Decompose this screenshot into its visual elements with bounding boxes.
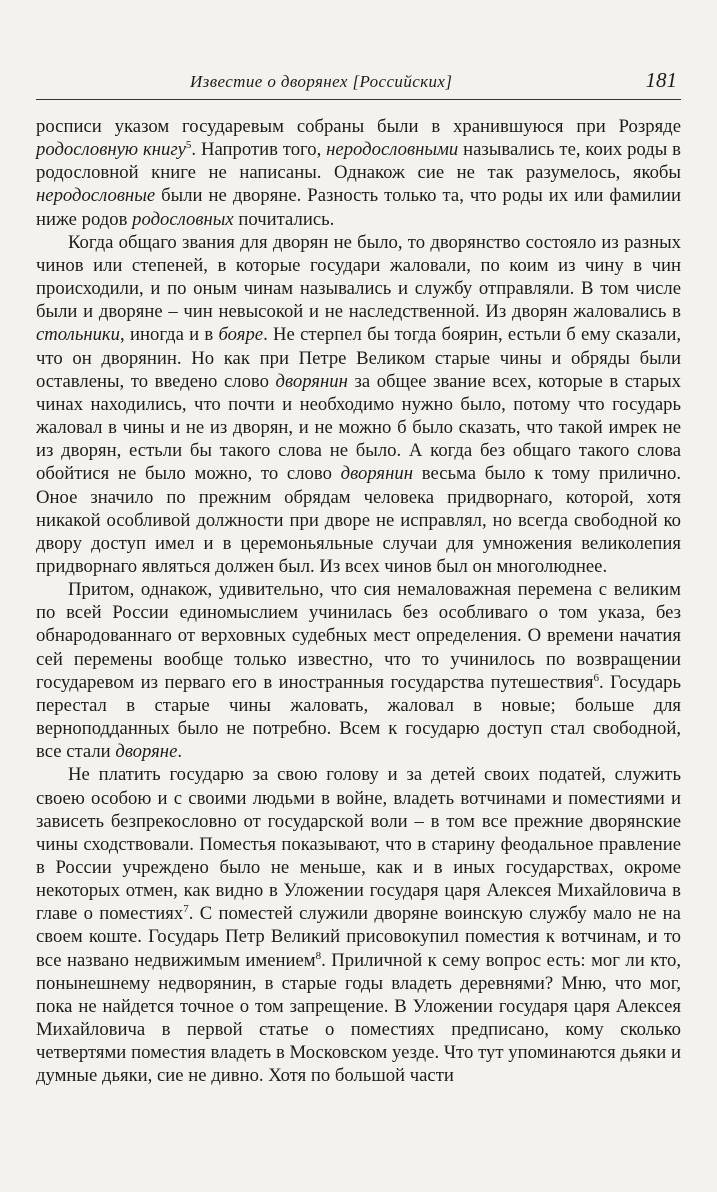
- italic-term: родословную книгу: [36, 139, 186, 161]
- italic-term: бояре: [218, 324, 264, 346]
- text-run: назывались те, коих роды в родословной книге не написаны. Однакож сие не так разумелось, якобы: [36, 139, 681, 184]
- footnote-ref: 8: [315, 949, 322, 962]
- italic-term: дворяне: [115, 741, 178, 763]
- text-run: Притом, однакож, удивительно, что сия немаловажная перемена с великим по всей России единомыслием учинилась без особливаго о том указа, без обнародованнаго от верховных судебных мест определения. О времени начатия сей перемены вообще только известно, что то учинилось по возвращении государевом из перваго его в иностранныя государства путешествия: [36, 579, 681, 693]
- running-header: [36, 60, 681, 100]
- text-run: , иногда и в: [120, 324, 219, 346]
- paragraph: [36, 578, 681, 763]
- text-run: были не дворяне. Разность только та, что роды их или фамилии ниже родов: [36, 185, 681, 230]
- paragraph: [36, 763, 681, 1087]
- italic-term: стольники: [36, 324, 121, 346]
- text-run: Не платить государю за свою голову и за детей своих податей, служить своею особою и с своими людьми в войне, владеть вотчинами и поместиями и зависеть безпрекословно от государской воли – в том все прежние дворянские чины сходствовали. Поместья показывают, что в старину феодальное правление в России учреждено было не меньше, как и в иных государствах, окроме некоторых отмен, как видно в Уложении государя царя Алексея Михайловича в главе о поместиях: [36, 764, 681, 925]
- italic-term: дворянин: [340, 463, 413, 485]
- text-run: .: [177, 741, 183, 763]
- text-run: . Государь перестал в старые чины жаловать, жаловал в новые; больше для верноподданных было не потребно. Всем к государю доступ стал свободной, все стали: [36, 671, 681, 763]
- footnote-ref: 5: [185, 138, 192, 151]
- body-text: [36, 115, 681, 1088]
- italic-term: дворянин: [275, 370, 348, 392]
- header-rule: [36, 99, 681, 100]
- running-header-title: Известие о дворянех [Российских]: [190, 72, 453, 91]
- text-run: . С поместей служили дворяне воинскую службу мало не на своем коште. Государь Петр Великий присовокупил поместия к вотчинам, и то все названо недвижимым имением: [36, 903, 681, 971]
- text-run: . Не стерпел бы тогда боярин, естьли б ему сказали, что он дворянин. Но как при Петре Великом старые чины и обряды были оставлены, то введено слово: [36, 324, 681, 392]
- text-run: весьма было к тому прилично. Оное значило по прежним обрядам человека придворнаго, которой, хотя никакой особливой должности при дворе не исправлял, но всегда свободной ко двору доступ имел и в церемоньяльные случаи для умножения великолепия придворнаго являться должен был. Из всех чинов был он многолюднее.: [36, 463, 681, 577]
- italic-term: родословных: [132, 208, 234, 230]
- text-run: Когда общаго звания для дворян не было, то дворянство состояло из разных чинов или степеней, в которые государи жаловали, по коим из чину в чин происходили, и по оным чинам назывались и службу отправляли. В том числе были и дворяне – чин невысокой и не наследственной. Из дворян жаловались в: [36, 231, 681, 323]
- footnote-ref: 6: [593, 671, 599, 684]
- page-number: 181: [645, 68, 677, 92]
- text-run: . Приличной к сему вопрос есть: мог ли кто, понынешнему недворянин, в старые годы владеть деревнями? Мню, что мог, пока не найдется точное о том запрещение. В Уложении государя царя Алексея Михайловича в первой статье о поместиях предписано, кому сколько четвертями поместия владеть в Московском уезде. Что тут упоминаются дьяки и думные дьяки, сие не дивно. Хотя по большой части: [36, 949, 681, 1087]
- paragraph: [36, 231, 681, 578]
- text-run: за общее звание всех, которые в старых чинах находились, что почти и необходимо нужно было, потому что государь жаловал в чины и не из дворян, и не можно б было сказать, что такой имрек не из дворян, естьли бы такого слова не было. А когда без общаго такого слова обойтися не было можно, то слово: [36, 370, 682, 485]
- text-run: почитались.: [233, 208, 335, 230]
- italic-term: неродословными: [326, 139, 459, 161]
- text-run: росписи указом государевым собраны были в хранившуюся при Розряде: [36, 116, 681, 137]
- italic-term: неродословные: [36, 185, 156, 207]
- footnote-ref: 7: [183, 903, 189, 916]
- paragraph: [36, 115, 681, 231]
- text-run: . Напротив того,: [191, 139, 327, 161]
